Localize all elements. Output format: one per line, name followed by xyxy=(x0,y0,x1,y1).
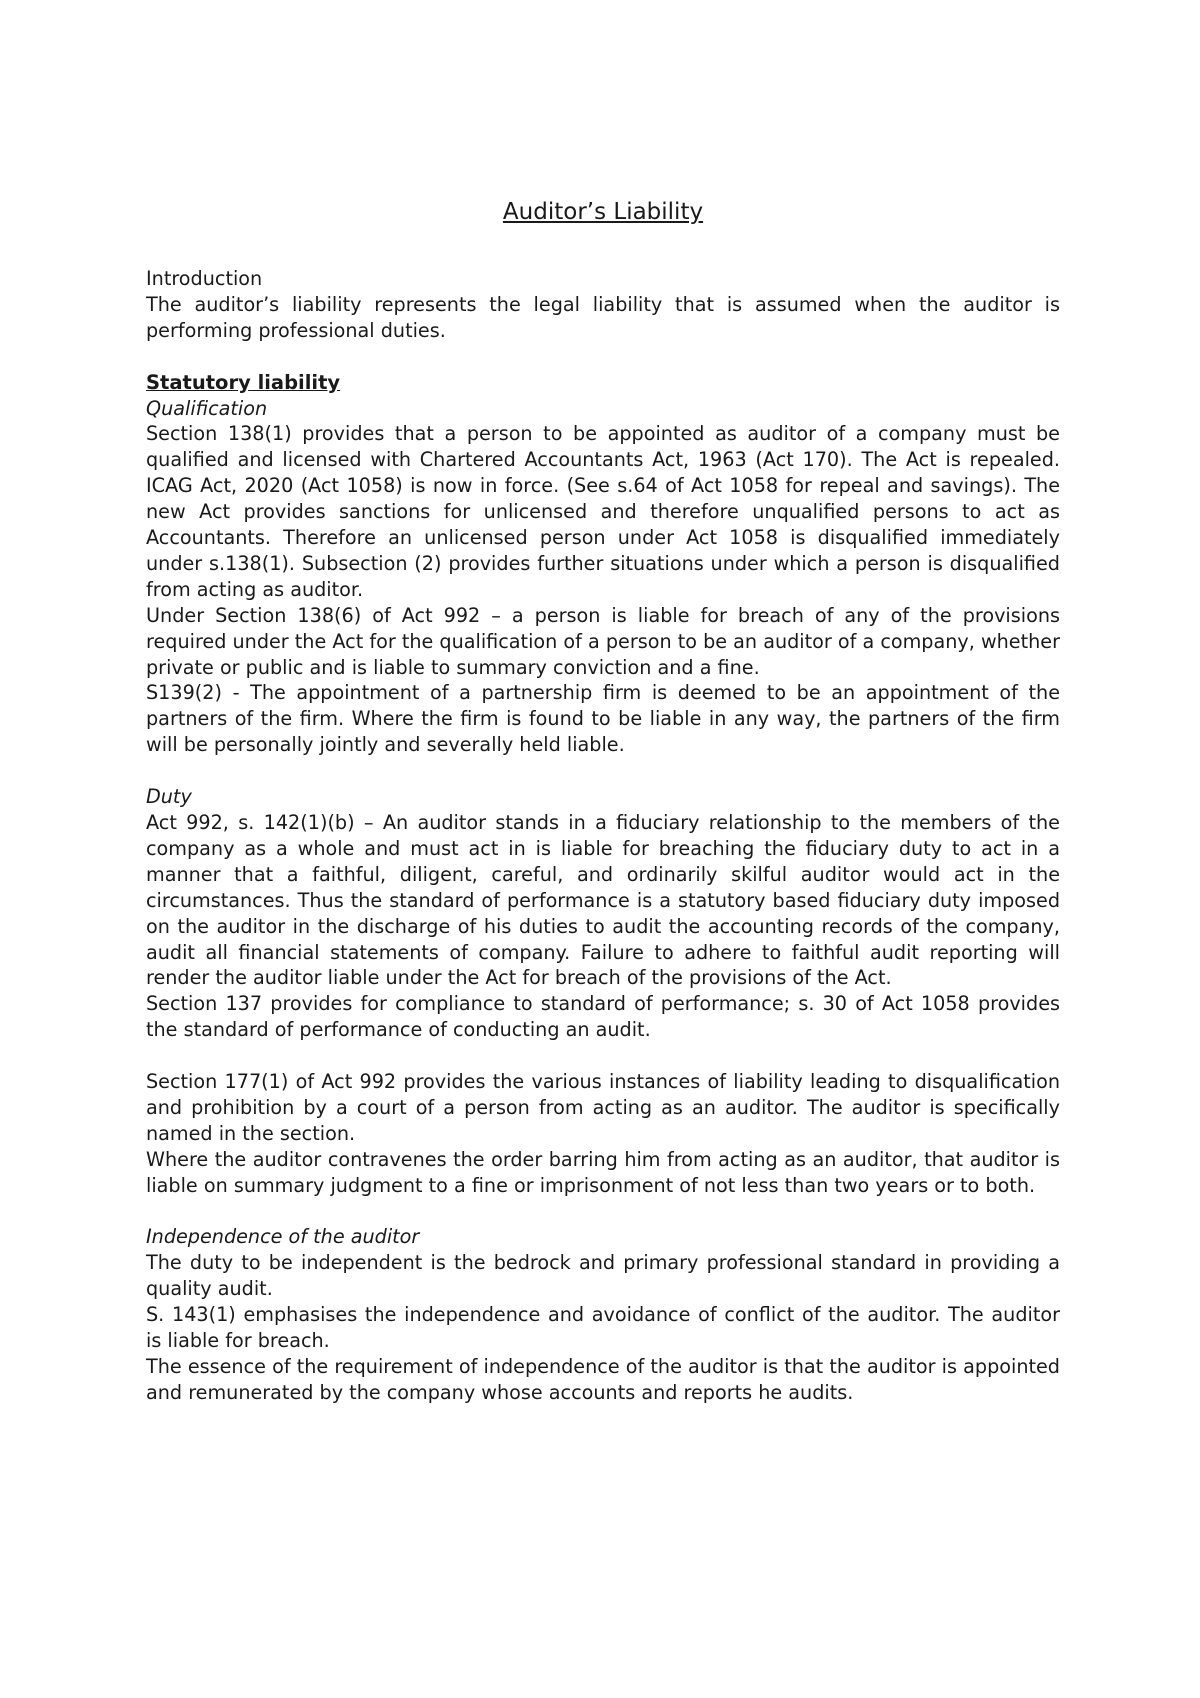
paragraph-gap xyxy=(146,1043,1060,1069)
independence-heading: Independence of the auditor xyxy=(146,1225,420,1249)
paragraph-gap xyxy=(146,758,1060,784)
document-title: Auditor’s Liability xyxy=(502,199,704,225)
qualification-heading: Qualification xyxy=(146,396,268,420)
qualification-paragraph-1: Section 138(1) provides that a person to be appointed as auditor of a company must be qualified and licensed with Chartered Accountants Act, 1963 (Act 170). The Act is repealed. ICAG Act, 2020 (Act 1058) is now in force. (See s.64 of Act 1058 for repeal and savings). The new Act provides sanctions for unlicensed and therefore unqualified persons to act as Accountants. Therefore an unlicensed person under Act 1058 is disqualified immediately under s.138(1). Subsection (2) provides further situations under which a person is disqualified from acting as auditor. xyxy=(146,422,1060,601)
section-177-paragraph-2: Where the auditor contravenes the order barring him from acting as an auditor, that auditor is liable on summary judgment to a fine or imprisonment of not less than two years or to both. xyxy=(146,1147,1060,1197)
intro-text: The auditor’s liability represents the legal liability that is assumed when the auditor is performing professional duties. xyxy=(146,292,1060,342)
duty-paragraph-1: Act 992, s. 142(1)(b) – An auditor stands in a fiduciary relationship to the members of the company as a whole and must act in is liable for breaching the fiduciary duty to act in a manner that a faithful, diligent, careful, and ordinarily skilful auditor would act in the circumstances. Thus the standard of performance is a statutory based fiduciary duty imposed on the auditor in the discharge of his duties to audit the accounting records of the company, audit all financial statements of company. Failure to adhere to faithful audit reporting will render the auditor liable under the Act for breach of the provisions of the Act. xyxy=(146,811,1060,990)
qualification-paragraph-2: Under Section 138(6) of Act 992 – a person is liable for breach of any of the provisions required under the Act for the qualification of a person to be an auditor of a company, whether private or public and is liable to summary conviction and a fine. xyxy=(146,603,1060,679)
section-177-paragraph-1: Section 177(1) of Act 992 provides the various instances of liability leading to disqualification and prohibition by a court of a person from acting as an auditor. The auditor is specifically named in the section. xyxy=(146,1070,1060,1145)
independence-paragraph-1: The duty to be independent is the bedrock and primary professional standard in providing a quality audit. xyxy=(146,1251,1060,1301)
independence-paragraph-3: The essence of the requirement of independence of the auditor is that the auditor is appointed and remunerated by the company whose accounts and reports he audits. xyxy=(146,1355,1060,1404)
duty-paragraph-2: Section 137 provides for compliance to standard of performance; s. 30 of Act 1058 provides the standard of performance of conducting an audit. xyxy=(146,992,1060,1042)
qualification-paragraph-3: S139(2) - The appointment of a partnership firm is deemed to be an appointment of the partners of the firm. Where the firm is found to be liable in any way, the partners of the firm will be personally jointly and severally held liable. xyxy=(146,681,1060,757)
duty-heading: Duty xyxy=(146,785,192,809)
intro-label: Introduction xyxy=(146,267,263,290)
paragraph-gap xyxy=(146,1199,1060,1225)
independence-paragraph-2: S. 143(1) emphasises the independence and avoidance of conflict of the auditor. The auditor is liable for breach. xyxy=(146,1303,1060,1353)
paragraph-gap xyxy=(146,344,1060,370)
document-page xyxy=(146,198,1060,1406)
statutory-liability-heading: Statutory liability xyxy=(146,370,341,394)
